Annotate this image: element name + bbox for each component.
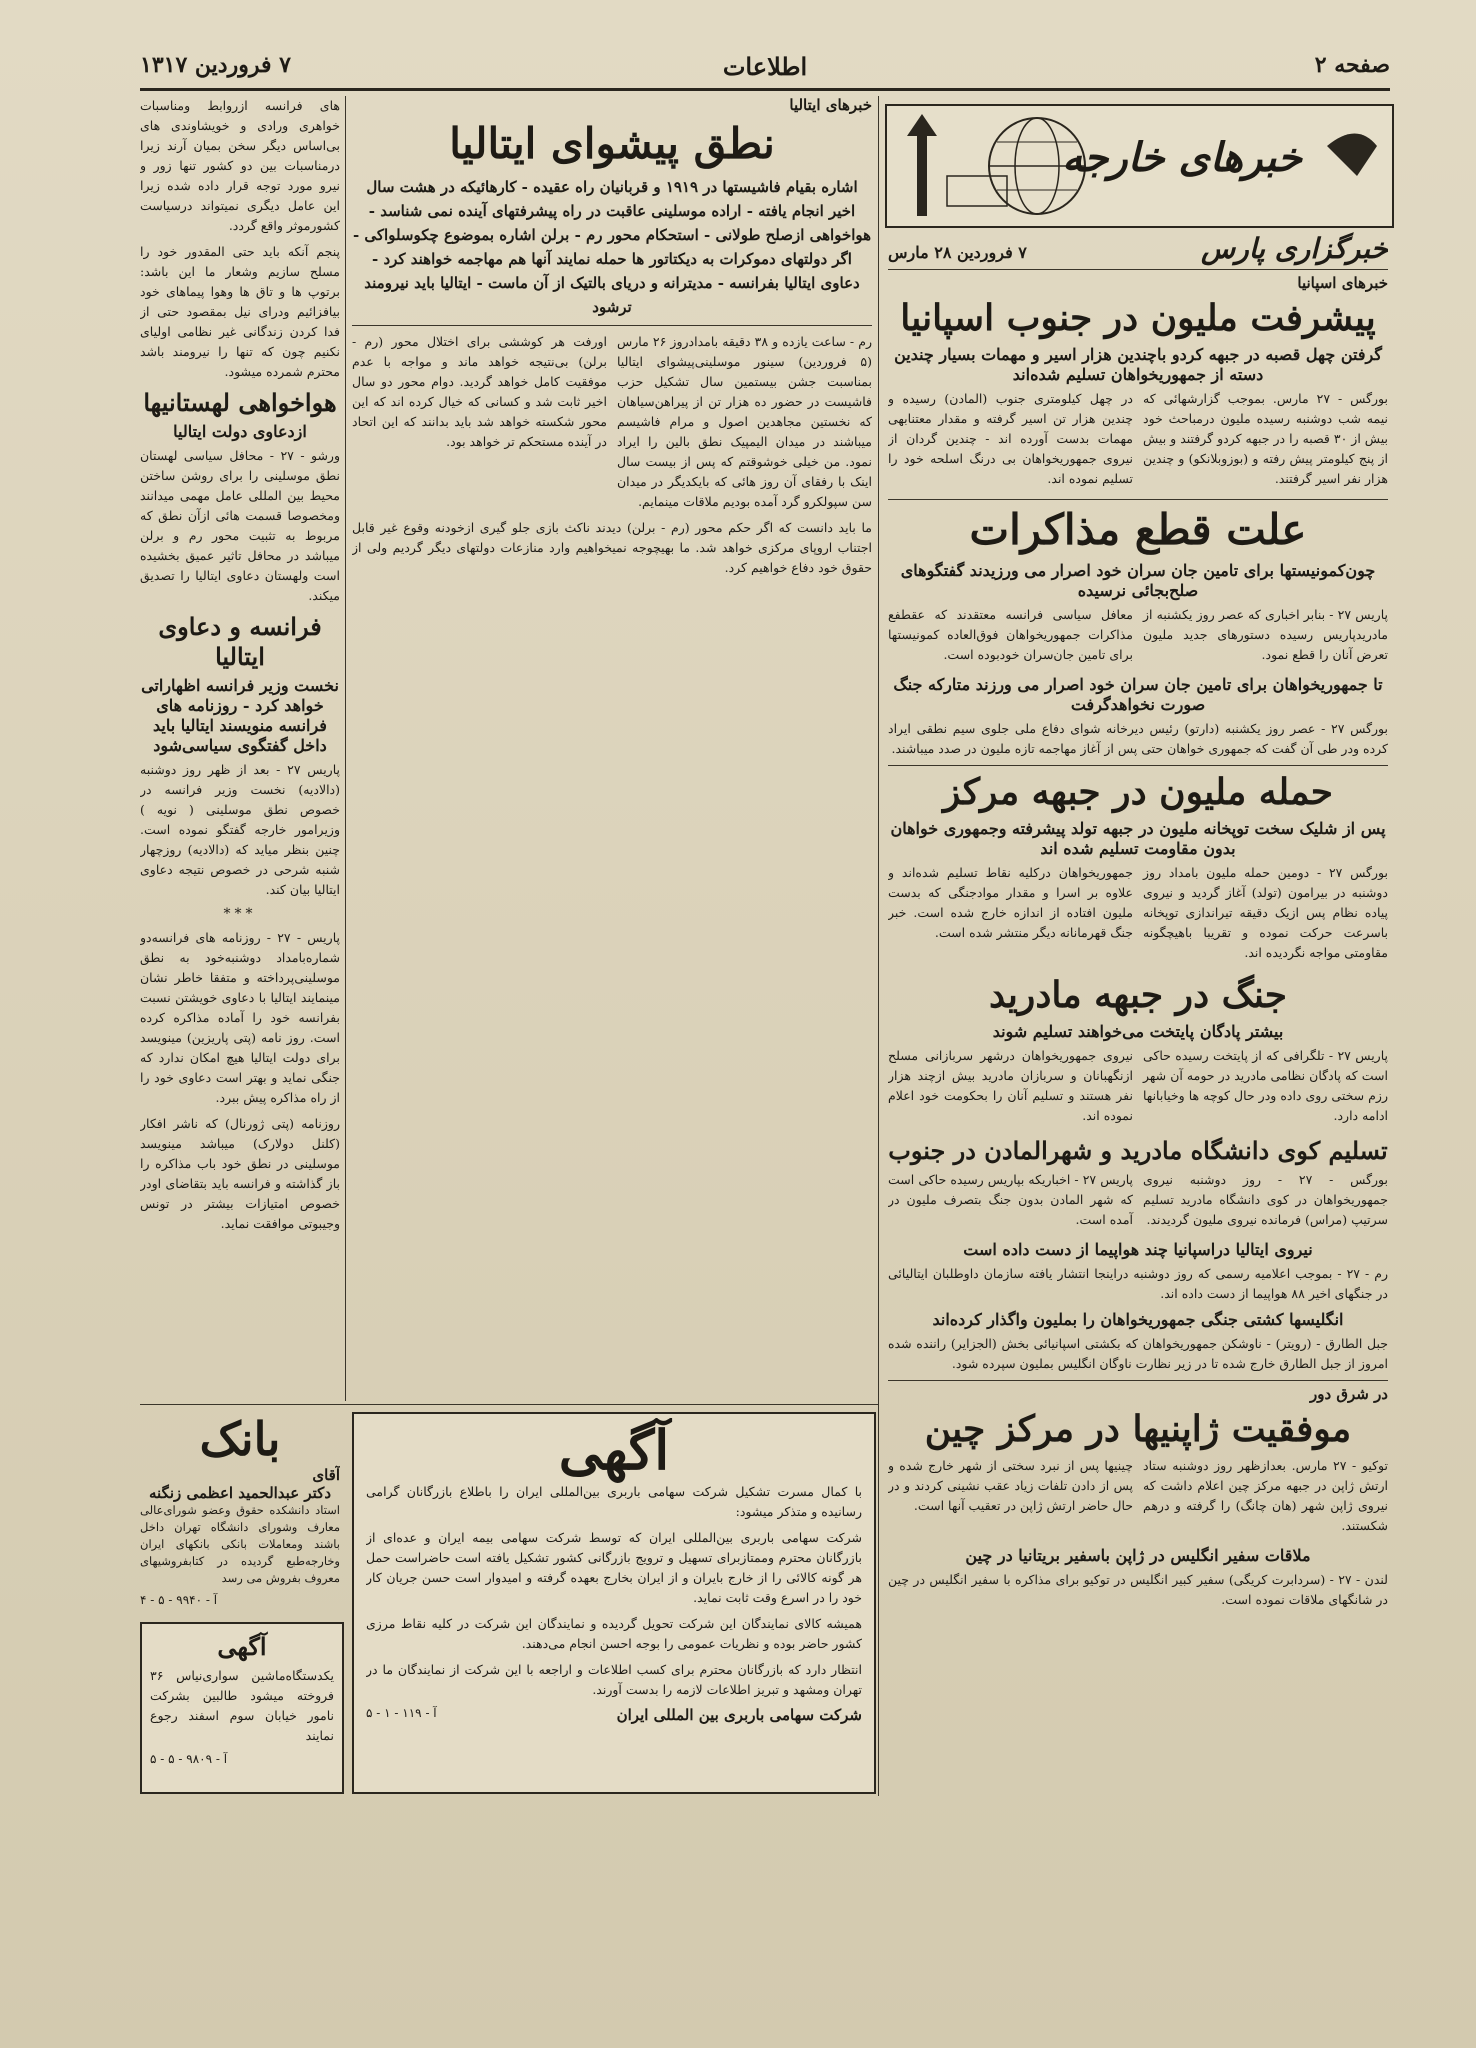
france-text: روزنامه (پتی ژورنال) که ناشر افکار (کلنل دولارک) میباشد مینویسد موسلینی در نطق خود باب مذاکره را باز گذاشته و فرانسه باید بتقاضای اودر خصوص امتیازات بیشتر در تونس وجیبوتی موافقت نماید. <box>140 1116 340 1231</box>
ship-headline: انگلیسها کشتی جنگی جمهوریخواهان را بملیون واگذار کرده‌اند <box>932 1309 1344 1329</box>
bank-ad-code: آ - ۹۹۴۰ - ۵ - ۴ <box>140 1593 218 1607</box>
central-front-headline: حمله ملیون در جبهه مرکز <box>888 765 1388 815</box>
spain-kicker: خبرهای اسپانیا <box>1297 274 1388 292</box>
car-ad-code: آ - ۹۸۰۹ - ۵ - ۵ <box>150 1752 228 1766</box>
central-front-subheadline: پس از شلیک سخت توپخانه ملیون در جبهه تولد پیشرفته وجمهوری خواهان بدون مقاومت تسلیم شده اند <box>890 818 1386 858</box>
italy-speech-text: رم - ساعت یازده و ۳۸ دقیقه بامدادروز ۲۶ مارس (۵ فروردین) سینور موسلینی‌پیشوای ایتالیا بمناسبت جشن بیستمین سال تشکیل حزب فاشیست در حضور ده هزار تن از پیراهن‌سیاهان که نخستین مجاهدین اصول و مرام فاشیسم میباشند در میدان الیمپیک نطق بالین را ایراد نمود. من خیلی خوشوقتم که پس از بیست سال اینک با رفقای آن روز هائی که بایکدیگر در میدان سن سپولکرو گرد آمده بودیم ملاقات مینمایم. <box>617 333 872 509</box>
negotiations-text: معافل سیاسی فرانسه معتقدند که عقطفع مذاکرات جمهوریخواهان فوق‌العاده کمونیستها برای تامین جان‌سران خودبوده است. <box>888 606 1133 662</box>
negotiations-text: بورگس ۲۷ - عصر روز یکشنبه (دارتو) رئیس دیرخانه شوای دفاع ملی جلوی سیم نطقی ایراد کرده ودر طی آن گفت که جمهوری خواهان حتی پس از آغاز مهاجمه تازه ملیون در صدد میباشند. <box>888 720 1388 756</box>
italy-speech-section <box>352 96 872 1398</box>
italy-speech-text: ما باید دانست که اگر حکم محور (رم - برلن) دیدند ناکث بازی جلو گیری ازخودنه وقوع غیر قابل اجتناب اروپای مرکزی خواهد شد. ما بهیچوجه نمیخواهیم وارد منازعات دولتهای دیگر گردیم ولی از حقوق خود دفاع خواهیم کرد. <box>352 519 872 575</box>
madrid-headline: جنگ در جبهه مادرید <box>989 973 1287 1016</box>
italy-summary: اشاره بقیام فاشیستها در ۱۹۱۹ و قربانیان راه عقیده - کارهائیکه در هشت سال اخیر انجام یافته - اراده موسلینی عاقبت در راه پیشرفتهای آینده نمی شناسد - هواخواهی ازصلح طولانی - استحکام محور رم - برلن اشاره بموضوع چکوسلواکی - اگر دولتهای دموکرات به دیکتاتور ها حمله نمایند آنها هم مهاجمه خواهند کرد - دعاوی ایتالیا بفرانسه - مدیترانه و دریای بالتیک از آن ماست - ایتالیا باید نیرومند ترشود <box>352 177 872 316</box>
separator-stars: *** <box>223 906 257 922</box>
foreign-news-banner <box>885 104 1394 228</box>
poland-subheadline: ازدعاوی دولت ایتالیا <box>173 422 307 441</box>
bank-ad-label: آقای <box>312 1466 340 1484</box>
news-dateline: ۷ فروردین ۲۸ مارس <box>888 243 1027 262</box>
shipping-ad-text: انتظار دارد که بازرگانان محترم برای کسب اطلاعات و اراجعه با این شرکت از نمایندگان ما در تهران ومشهد و تبریز اطلاعات لازمه را بدست آورند. <box>366 1662 862 1697</box>
france-headline: فرانسه و دعاوی ایتالیا <box>158 612 322 671</box>
header-rule <box>140 88 1390 91</box>
page-number: صفحه ۲ <box>1314 52 1390 78</box>
italy-headline: نطق پیشوای ایتالیا <box>449 119 775 168</box>
ambassador-headline: ملاقات سفیر انگلیس در ژاپن باسفیر بریتانیا در چین <box>965 1545 1311 1565</box>
shipping-ad-signature: شرکت سهامی باربری بین المللی ایران <box>616 1706 862 1724</box>
negotiations-headline: علت قطع مذاکرات <box>888 499 1388 557</box>
agency-name: خبرگزاری پارس <box>1201 232 1388 265</box>
negotiations-text: پاریس ۲۷ - بنابر اخباری که عصر روز یکشنبه از مادریدپاریس رسیده دستورهای جدید ملیون تعرض آنان را قطع نمود. <box>1143 606 1388 662</box>
left-news-column <box>140 96 340 1396</box>
spain-text: در چهل کیلومتری جنوب (المادن) رسیده و چندین هزار تن اسیر گرفته و مقدار معتنابهی مهمات بدست آورده اند - چندین گردان از نیروی جمهوریخواهان بی درنگ اسلحه خود را تسلیم نموده اند. <box>888 391 1133 486</box>
shipping-ad-text: همیشه کالای نمایندگان این شرکت تحویل گردیده و نمایندگان این شرکت در کلیه نقاط مرزی کشور حاضر بوده و نظریات عمومی را بوجه احسن انجام می‌دهند. <box>366 1616 862 1651</box>
japan-headline: موفقیت ژاپنیها در مرکز چین <box>924 1407 1352 1450</box>
poland-text: ورشو - ۲۷ - محافل سیاسی لهستان نطق موسلینی را برای روشن ساختن محیط بین المللی عامل مهمی میدانند ومخصوصا قسمت هائی ازآن نطق که مربوط به تثبیت محور رم و برلن میباشد در محافل تاثیر عمیق بخشیده است ولهستان دعاوی ایتالیا را تصدیق میکند. <box>140 448 340 603</box>
japan-text: توکیو - ۲۷ مارس. بعدازظهر روز دوشنبه ستاد ارتش ژاپن در جبهه مرکز چین اعلام داشت که نیروی ژاپن شهر (هان چانگ) را گرفته و درهم شکستند. <box>1143 1457 1388 1533</box>
central-front-text: بورگس ۲۷ - دومین حمله ملیون بامداد روز دوشنبه در بیرامون (تولد) آغاز گردید و نیروی پیاده نظام پس ازیک دقیقه تیراندازی توپخانه باسرعت حرکت نموده و تقریبا باهیچگونه مقاومتی مواجه نگردیده اند. <box>1143 864 1388 960</box>
car-ad-text: یکدستگاه‌ماشین سواری‌نیاس ۳۶ فروخته میشود طالبین بشرکت نامور خیابان سوم اسفند رجوع نمایند <box>150 1668 334 1743</box>
ambassador-text: لندن - ۲۷ - (سردابرت کریگی) سفیر کبیر انگلیس در توکیو برای مذاکره با سفیر انگلیس در چین در شانگهای ملاقات نموده است. <box>888 1571 1388 1607</box>
spain-headline: پیشرفت ملیون در جنوب اسپانیا <box>900 297 1376 339</box>
shipping-ad-text: شرکت سهامی باربری بین‌المللی ایران که توسط شرکت سهامی بیمه ایران و عده‌ای از بازرگانان محترم وممتازبرای تسهیل و ترویج بازرگانی کشور تشکیل یافته است حاضراست حمل هر گونه کالائی را از خارج بایران و از ایران بخارج بعهده گرفته و امیدوار است حسن جریان کار خود را در اسرع وقت ثابت نماید. <box>366 1530 862 1605</box>
bank-ad-text: استاد دانشکده حقوق وعضو شورای‌عالی معارف وشورای دانشگاه تهران داخل باشند ومعاملات بانکی بانکهای ایران وخارجه‌طبع گردیده در کتابفروشیهای معروف بفروش می رسد <box>140 1503 340 1585</box>
university-text: بورگس - ۲۷ - روز دوشنبه نیروی جمهوریخواهان در کوی دانشگاه مادرید تسلیم سرتیپ (مراس) فرمانده نیروی ملیون گردیدند. <box>1143 1171 1388 1227</box>
shipping-ad-title: آگهی <box>558 1418 670 1482</box>
page-header <box>140 52 1390 86</box>
shipping-ad-code: آ - ۱۱۹ - ۱ - ۵ <box>366 1706 437 1720</box>
france-text: پاریس ۲۷ - بعد از ظهر روز دوشنبه (دالادیه) نخست وزیر فرانسه در خصوص نطق موسلینی ( نویه ) وزیرامور خارجه گفتگو نموده است. چنین بنظر میاید که (دالادیه) روزچهار شنبه شرحی در خصوص نتیجه دعاوی ایتالیا بیان کند. <box>140 762 340 897</box>
far-east-kicker: در شرق دور <box>888 1380 1388 1403</box>
italy-kicker: خبرهای ایتالیا <box>789 96 872 114</box>
negotiations-subheadline-2: تا جمهوریخواهان برای تامین جان سران خود اصرار می ورزند متارکه جنگ صورت نخواهدگرفت <box>893 674 1383 714</box>
poland-headline: هواخواهی لهستانیها <box>143 388 337 417</box>
madrid-text: نیروی جمهوریخواهان درشهر سربازانی مسلح ازنگهبانان و سربازان مادرید بیش ازچند هزار نفر هستند و تسلیم آنان را بحکومت خود اعلام نموده اند. <box>888 1047 1133 1123</box>
foreign-news-column <box>888 232 1388 1792</box>
intro-text: های فرانسه ازروابط ومناسبات خواهری ورادی و خویشاوندی های بی‌اساس دیگر سخن بمیان آرند زیرا درمناسبات بین دو کشور تنها زور و نیرو مورد توجه قرار داده شده زیرا این عامل دیگری نمیتواند درسیاست کشورموثر واقع گردد. <box>140 98 340 233</box>
university-headline: تسلیم کوی دانشگاه مادرید و شهرالمادن در جنوب <box>888 1135 1388 1165</box>
planes-headline: نیروی ایتالیا دراسپانیا چند هواپیما از دست داده است <box>963 1239 1313 1259</box>
car-ad-title: آگهی <box>217 1632 267 1661</box>
madrid-subheadline: بیشتر پادگان پایتخت می‌خواهند تسلیم شوند <box>992 1021 1284 1041</box>
intro-text: پنجم آنکه باید حتی المقدور خود را مسلح سازیم وشعار ما این باشد: برتوپ ها و تاق ها وهوا پیماهای خود بیافزائیم ودرای نیل بمقصود حتی از فدا کردن زندگانی غیر نظامی اولیای نکنیم چون که تنها را نیرومند باشد محترم شمرده میشود. <box>140 244 340 379</box>
spain-text: بورگس - ۲۷ مارس. بموجب گزارشهائی که نیمه شب دوشنبه رسیده ملیون درمباحث خود بیش از ۳۰ قصبه را در جبهه کردو گرفتند و بیش از پنج کیلومتر پیش رفته و (بوزوبلانکو) و چندین هزار نفر اسیر گرفتند. <box>1143 391 1388 486</box>
paper-name: اطلاعات <box>722 52 808 81</box>
madrid-text: پاریس ۲۷ - تلگرافی که از پایتخت رسیده حاکی است که پادگان نظامی مادرید در حومه آن شهر رزم سختی روی داده ودر حال کوچه ها وخیابانها ادامه دارد. <box>1143 1047 1388 1123</box>
italy-speech-text: اورفت هر کوششی برای اختلال محور (رم - برلن) بی‌نتیجه خواهد ماند و مواجه با عدم موفقیت کامل خواهد گردید. دوام محور دو سال اخیر ثابت شد و کسانی که خیال کرده اند که این محور شکسته خواهد شد باید بدانند که این اتحاد در آینده مستحکم تر خواهد بود. <box>352 333 607 449</box>
column-divider <box>345 96 346 1401</box>
banner-title: خبرهای خارجه <box>1062 134 1302 181</box>
issue-date: ۷ فروردین ۱۳۱۷ <box>140 52 291 78</box>
france-text: پاریس - ۲۷ - روزنامه های فرانسه‌دو شماره‌بامداد دوشنبه‌خود به نطق موسلینی‌پرداخته و متفقا خاطر نشان مینمایند ایتالیا با دعاوی خویشتن نسبت بفرانسه خود را آماده مذاکره کرده است. روز نامه (پتی پاریزین) مینویسد برای دولت ایتالیا هیچ امکان ندارد که جنگی نماید و بهتر است دعاوی خود را از راه مذاکره پیش ببرد. <box>140 930 340 1105</box>
ship-text: جبل الطارق - (رویتر) - ناوشکن جمهوریخواهان که بکشتی اسپانیائی بخش (الجزایر) راننده شده امروز از جبل الطارق خارج شده تا در زیر نظارت ناوگان انگلیس بملیون سپرده شود. <box>888 1335 1388 1371</box>
planes-text: رم - ۲۷ - بموجب اعلامیه رسمی که روز دوشنبه دراینجا انتشار یافته سازمان داوطلبان ایتالیائی در جنگهای اخیر ۸۸ هواپیما از دست داده اند. <box>888 1265 1388 1301</box>
shipping-company-ad <box>352 1412 876 1794</box>
column-divider <box>878 96 879 1796</box>
shipping-ad-text: با کمال مسرت تشکیل شرکت سهامی باربری بین‌المللی ایران را باطلاع بازرگانان گرامی رسانیده و متذکر میشود: <box>366 1484 862 1519</box>
car-sale-ad <box>140 1622 344 1794</box>
spain-subheadline: گرفتن چهل قصبه در جبهه کردو باچندین هزار اسیر و مهمات بسیار چندین دسته از جمهوریخواهان تسلیم شده‌اند <box>894 345 1382 384</box>
france-subheadline: نخست وزیر فرانسه اظهاراتی خواهد کرد - روزنامه های فرانسه منویسند ایتالیا باید داخل گفتگوی سیاسی‌شود <box>141 676 339 755</box>
bank-ad-author: دکتر عبدالحمید اعظمی زنگنه <box>149 1484 331 1502</box>
university-text: پاریس ۲۷ - اخباریکه بپاریس رسیده حاکی است که شهر المادن بدون جنگ بتصرف ملیون در آمده است. <box>888 1171 1133 1227</box>
japan-text: چینیها پس از نبرد سختی از شهر خارج شده و پس از دادن تلفات زیاد عقب نشینی کردند و در حال حاضر ارتش ژاپن در تعقیب آنها است. <box>888 1457 1133 1513</box>
central-front-text: جمهوریخواهان درکلیه نقاط تسلیم شده‌اند و علاوه بر اسرا و مقدار موادجنگی که بدست ملیون افتاده از اندازه خارج شده است. خبر جنگ قهرمانانه دیگر منتشر شده است. <box>888 864 1133 940</box>
section-divider <box>140 1404 878 1405</box>
bank-ad <box>140 1412 340 1612</box>
bank-ad-title: بانک <box>199 1412 281 1466</box>
negotiations-subheadline: چون‌کمونیستها برای تامین جان سران خود اصرار می ورزیدند گفتگوهای صلح‌بجائی نرسیده <box>900 560 1376 600</box>
